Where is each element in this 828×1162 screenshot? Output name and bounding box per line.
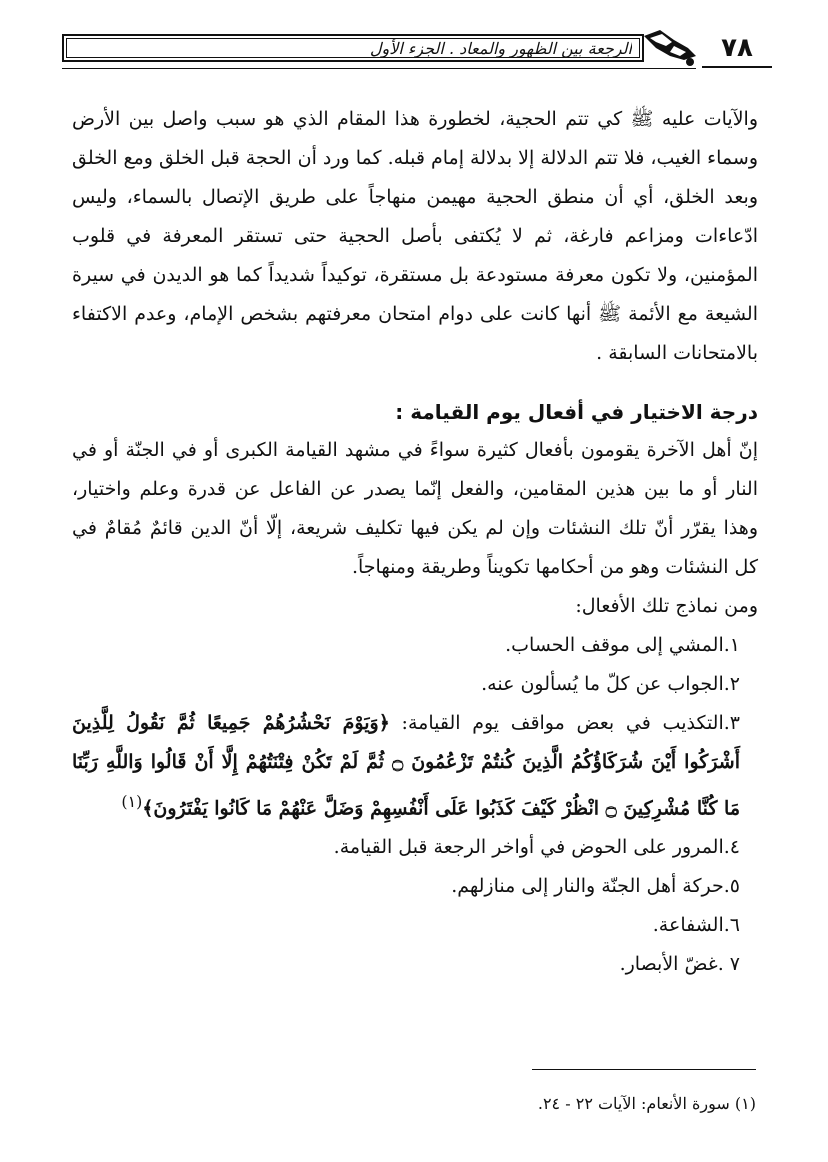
list-item: ٦.الشفاعة. — [652, 914, 740, 937]
list-item: ٢.الجواب عن كلّ ما يُسألون عنه. — [481, 673, 740, 695]
page-header — [62, 26, 772, 72]
actions-list — [72, 626, 758, 704]
footnote-marker: (١) — [121, 792, 143, 811]
quran-verse: ﴿وَيَوْمَ نَحْشُرُهُمْ جَمِيعًا ثُمَّ نَقُولُ لِلَّذِينَ أَشْرَكُوا أَيْنَ شُرَكَاؤُكُمُ الَّذِينَ كُنتُمْ تَزْعُمُونَ ۝ ثُمَّ لَمْ تَكُنْ فِتْنَتُهُمْ إِلَّا أَنْ قَالُوا وَاللَّهِ رَبِّنَا مَا كُنَّا مُشْرِكِينَ ۝ انْظُرْ كَيْفَ كَذَبُوا عَلَى أَنْفُسِهِمْ وَضَلَّ عَنْهُمْ مَا كَانُوا يَفْتَرُونَ﴾ — [72, 712, 740, 820]
list-item: ٥.حركة أهل الجنّة والنار إلى منازلهم. — [451, 875, 740, 898]
footnote: (١) سورة الأنعام: الآيات ٢٢ - ٢٤. — [537, 1094, 756, 1113]
list-item-prefix: ٣.التكذيب في بعض مواقف يوم القيامة: — [389, 712, 741, 734]
list-item: ٧ .غضّ الأبصار. — [619, 953, 740, 976]
ornament-icon — [644, 26, 696, 72]
section-heading: درجة الاختيار في أفعال يوم القيامة : — [395, 400, 758, 424]
running-title-frame — [62, 34, 644, 62]
actions-list-continued — [72, 828, 758, 984]
opening-paragraph: والآيات عليه ﷺ كي تتم الحجية، لخطورة هذا المقام الذي هو سبب واصل بين الأرض وسماء الغيب، فلا تتم الدلالة إلا بدلالة إمام قبله. كما ورد أن الحجة قبل الخلق ومع الخلق وبعد الخلق، أي أن منطق الحجية مهيمن منهاجاً على طريق الإتصال بالسماء، وليس ادّعاءات ومزاعم فارغة، ثم لا يُكتفى بأصل الحجية حتى تستقر المعرفة في قلوب المؤمنين، ولا تكون معرفة مستودعة بل مستقرة، توكيداً شديداً كما هو الديدن في سيرة الشيعة مع الأئمة ﷺ أنها كانت على دوام امتحان معرفتهم بشخص الإمام، وعدم الاكتفاء بالامتحانات السابقة . — [72, 108, 758, 364]
list-item-quran-verse — [72, 704, 758, 828]
page-body — [72, 100, 758, 984]
list-item: ٤.المرور على الحوض في أواخر الرجعة قبل القيامة. — [333, 836, 740, 859]
examples-intro: ومن نماذج تلك الأفعال: — [575, 595, 758, 617]
list-item: ١.المشي إلى موقف الحساب. — [505, 634, 740, 656]
page-number: ٧٨ — [702, 30, 772, 68]
header-divider — [62, 68, 696, 69]
running-title: الرجعة بين الظهور والمعاد . الجزء الأول — [369, 39, 632, 58]
section-paragraph: إنّ أهل الآخرة يقومون بأفعال كثيرة سواءً في مشهد القيامة الكبرى أو في الجنّة أو في النار أو ما بين هذين المقامين، والفعل إنّما يصدر عن الفاعل عن قدرة وعلم واختيار، وهذا يقرّر أنّ تلك النشئات وإن لم يكن فيها تكليف شريعة، إلّا أنّ الدين قائمٌ مُقامٌ في كل النشئات وهو من أحكامها تكويناً وطريقة ومنهاجاً. — [72, 439, 759, 578]
footnote-divider — [532, 1069, 756, 1070]
